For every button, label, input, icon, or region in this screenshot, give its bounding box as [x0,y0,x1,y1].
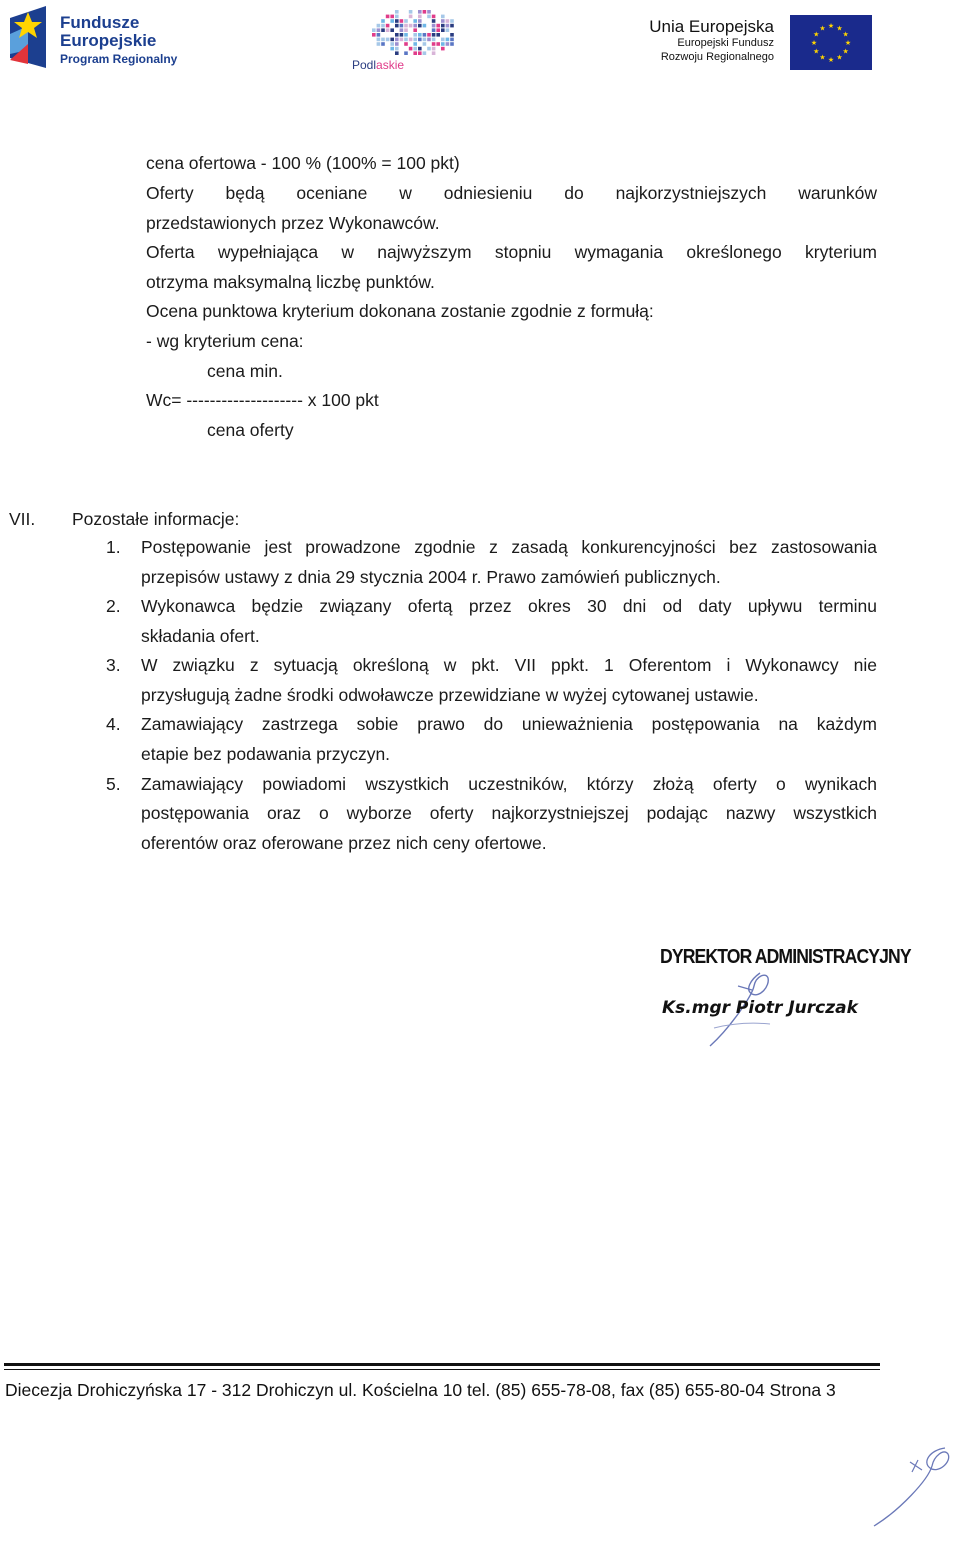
mosaic-tile [386,28,390,32]
mosaic-tile [441,38,445,42]
mosaic-tile [404,33,408,37]
podlaskie-label [352,58,404,72]
list-item-text: Wykonawca będzie związany ofertą przez okres 30 dni od daty upływu terminu [141,596,877,616]
mosaic-tile [418,33,422,37]
mosaic-tile [446,38,450,42]
logo-line: Program Regionalny [60,52,178,66]
page-header [0,0,960,80]
mosaic-tile [390,38,394,42]
eu-line: Unia Europejska [649,17,774,36]
mosaic-tile [413,42,417,46]
eu-star: ★ [813,48,820,56]
mosaic-tile [432,38,436,42]
eu-star: ★ [819,54,826,62]
mosaic-tile [436,28,440,32]
mosaic-tile [400,19,404,23]
mosaic-tile [450,24,454,28]
mosaic-tile [400,38,404,42]
mosaic-tile [418,19,422,23]
list-item-text: oferentów oraz oferowane przez nich ceny ofertowe. [141,833,547,853]
mosaic-tile [450,33,454,37]
criteria-line: - wg kryterium cena: [146,331,304,351]
mosaic-tile [381,38,385,42]
mosaic-tile [432,47,436,51]
mosaic-tile [390,15,394,19]
eu-line: Rozwoju Regionalnego [660,51,774,63]
list-item-text: Zamawiający powiadomi wszystkich uczestników, którzy złożą oferty o wynikach [141,774,877,794]
mosaic-tile [404,28,408,32]
eu-star: ★ [810,40,818,47]
mosaic-tile [432,51,436,55]
mosaic-tile [450,38,454,42]
criteria-line: otrzyma maksymalną liczbę punktów. [146,272,435,292]
mosaic-tile [436,33,440,37]
list-item-text: W związku z sytuacją określoną w pkt. VII ppkt. 1 Oferentom i Wykonawcy nie [141,655,877,675]
eu-star: ★ [813,31,820,39]
signature-name-stamp: Ks.mgr Piotr Jurczak [662,998,858,1018]
eu-star: ★ [842,48,849,56]
mosaic-tile [395,24,399,28]
mosaic-tile [386,24,390,28]
criteria-line: Oferty będą oceniane w odniesieniu do najkorzystniejszych warunków [146,183,877,203]
list-item-text: Zamawiający zastrzega sobie prawo do unieważnienia postępowania na każdym [141,714,877,734]
mosaic-tile [423,10,427,14]
eu-flag-icon [790,15,872,70]
mosaic-tile [400,24,404,28]
mosaic-tile [390,19,394,23]
mosaic-tile [423,51,427,55]
mosaic-tile [441,42,445,46]
mosaic-tile [441,24,445,28]
mosaic-tile [418,15,422,19]
list-item-number: 5. [106,774,121,794]
list-item-text: przysługują żadne środki odwoławcze przewidziane w wyżej cytowanej ustawie. [141,685,759,705]
list-item-number: 3. [106,655,121,675]
mosaic-tile [377,28,381,32]
mosaic-tile [395,15,399,19]
mosaic-tile [395,19,399,23]
logo-line: Europejskie [60,31,157,50]
mosaic-tile [372,33,376,37]
mosaic-tile [427,15,431,19]
mosaic-tile [409,24,413,28]
mosaic-tile [381,28,385,32]
eu-line: Europejski Fundusz [677,37,774,49]
mosaic-tile [395,47,399,51]
mosaic-tile [427,10,431,14]
mosaic-tile [390,47,394,51]
mosaic-tile [441,19,445,23]
mosaic-tile [377,42,381,46]
mosaic-tile [404,38,408,42]
mosaic-tile [395,51,399,55]
footer-rule-thick [4,1363,880,1366]
mosaic-tile [446,42,450,46]
mosaic-tile [381,19,385,23]
mosaic-tile [446,24,450,28]
mosaic-tile [395,33,399,37]
mosaic-tile [418,24,422,28]
mosaic-tile [372,28,376,32]
criteria-line: Oferta wypełniająca w najwyższym stopniu wymagania określonego kryterium [146,242,877,262]
list-item-text: Postępowanie jest prowadzone zgodnie z zasadą konkurencyjności bez zastosowania [141,537,877,557]
mosaic-tile [418,10,422,14]
mosaic-tile [432,28,436,32]
list-item-text: składania ofert. [141,626,260,646]
mosaic-tile [409,47,413,51]
list-item-number: 2. [106,596,121,616]
mosaic-tile [413,33,417,37]
logo-line: Fundusze [60,13,140,32]
mosaic-tile [404,51,408,55]
mosaic-tile [427,38,431,42]
mosaic-tile [418,38,422,42]
mosaic-tile [377,38,381,42]
mosaic-tile [404,24,408,28]
mosaic-tile [390,42,394,46]
label-end: askie [376,58,405,72]
signature-title-stamp: DYREKTOR ADMINISTRACYJNY [660,946,911,968]
mosaic-tile [432,15,436,19]
mosaic-tile [432,33,436,37]
mosaic-tile [418,47,422,51]
mosaic-tile [381,42,385,46]
footer-address: Diecezja Drohiczyńska 17 - 312 Drohiczyn ul. Kościelna 10 tel. (85) 655-78-08, fax (85) 655-80-04 Strona 3 [5,1380,836,1400]
eu-star: ★ [836,25,843,33]
eu-star: ★ [827,57,835,64]
list-item-number: 1. [106,537,121,557]
mosaic-tile [418,51,422,55]
footer-rule-thin [4,1369,880,1370]
list-item-text: postępowania oraz o wyborze oferty najkorzystniejszej podając nazwy wszystkich [141,803,877,823]
mosaic-tile [377,33,381,37]
mosaic-tile [436,42,440,46]
mosaic-tile [400,33,404,37]
mosaic-tile [413,51,417,55]
criteria-line: cena ofertowa - 100 % (100% = 100 pkt) [146,153,460,173]
criteria-line: przedstawionych przez Wykonawców. [146,213,440,233]
mosaic-tile [386,38,390,42]
list-item-text: etapie bez podawania przyczyn. [141,744,391,764]
mosaic-tile [441,28,445,32]
corner-initials-icon [860,1440,960,1530]
mosaic-tile [450,19,454,23]
mosaic-tile [427,33,431,37]
mosaic-tile [409,10,413,14]
mosaic-tile [423,42,427,46]
eu-star: ★ [844,40,852,47]
fundusze-europejskie-text [60,14,177,68]
mosaic-tile [404,19,408,23]
formula-denominator: cena oferty [207,420,294,440]
criteria-line: Ocena punktowa kryterium dokonana zostanie zgodnie z formułą: [146,301,654,321]
mosaic-tile [386,15,390,19]
mosaic-tile [446,28,450,32]
eu-star: ★ [836,54,843,62]
mosaic-tile [423,33,427,37]
eu-text [649,17,774,64]
eu-star: ★ [819,25,826,33]
formula-line: Wc= -------------------- x 100 pkt [146,390,379,410]
mosaic-tile [381,24,385,28]
mosaic-tile [436,24,440,28]
mosaic-tile [413,19,417,23]
mosaic-tile [427,47,431,51]
mosaic-tile [432,19,436,23]
mosaic-tile [413,28,417,32]
mosaic-tile [413,47,417,51]
eu-star: ★ [827,23,835,30]
formula-numerator: cena min. [207,361,283,381]
mosaic-tile [413,38,417,42]
mosaic-tile [423,38,427,42]
mosaic-tile [432,42,436,46]
fundusze-europejskie-logo-icon [8,4,48,70]
mosaic-tile [409,38,413,42]
mosaic-tile [423,24,427,28]
mosaic-tile [395,10,399,14]
mosaic-tile [446,19,450,23]
list-item-number: 4. [106,714,121,734]
mosaic-tile [450,42,454,46]
eu-star: ★ [842,31,849,39]
label-start: Podl [352,58,377,72]
section-number: VII. [9,509,36,529]
mosaic-tile [400,28,404,32]
mosaic-tile [441,47,445,51]
mosaic-tile [409,15,413,19]
list-item-text: przepisów ustawy z dnia 29 stycznia 2004 r. Prawo zamówień publicznych. [141,567,721,587]
section-title: Pozostałe informacje: [72,509,240,529]
mosaic-tile [395,42,399,46]
mosaic-tile [413,24,417,28]
mosaic-tile [441,15,445,19]
mosaic-tile [395,38,399,42]
mosaic-tile [390,28,394,32]
mosaic-tile [404,42,408,46]
mosaic-tile [432,24,436,28]
mosaic-tile [377,24,381,28]
